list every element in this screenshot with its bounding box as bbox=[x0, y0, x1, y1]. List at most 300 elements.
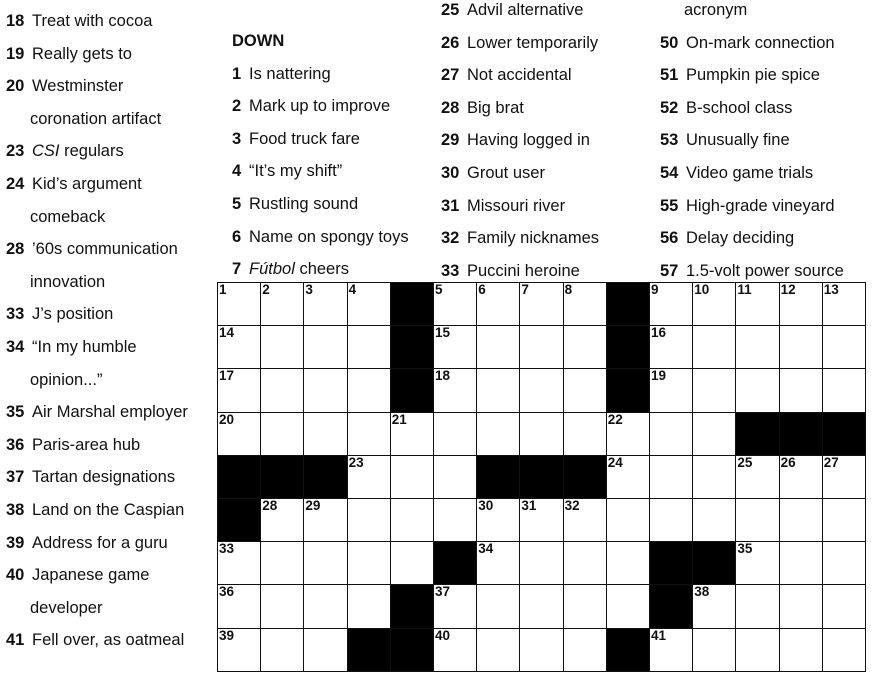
grid-cell[interactable] bbox=[692, 498, 737, 543]
down-clues-column-3 bbox=[660, 0, 844, 287]
clue-number: 33 bbox=[441, 261, 460, 280]
clue-text: Puccini heroine bbox=[467, 261, 580, 280]
grid-cell[interactable] bbox=[606, 455, 651, 500]
clue-number: 2 bbox=[232, 97, 242, 116]
clue-text: Address for a guru bbox=[32, 533, 168, 552]
clue-number: 57 bbox=[660, 261, 679, 280]
clue-item bbox=[660, 92, 844, 125]
clue-text: “It’s my shift” bbox=[249, 162, 343, 181]
black-square bbox=[303, 455, 348, 500]
grid-cell[interactable] bbox=[260, 584, 305, 629]
clue-number: 51 bbox=[660, 66, 679, 85]
grid-cell[interactable] bbox=[779, 325, 824, 370]
black-square bbox=[217, 455, 262, 500]
clue-item bbox=[6, 396, 188, 429]
grid-cell[interactable] bbox=[606, 541, 651, 586]
grid-cell[interactable] bbox=[692, 455, 737, 500]
black-square bbox=[390, 628, 435, 673]
grid-cell[interactable] bbox=[390, 412, 435, 457]
grid-cell[interactable] bbox=[735, 325, 780, 370]
grid-cell[interactable] bbox=[692, 628, 737, 673]
black-square bbox=[563, 455, 608, 500]
clue-number: 20 bbox=[6, 77, 25, 96]
black-square bbox=[390, 325, 435, 370]
grid-cell[interactable] bbox=[779, 541, 824, 586]
cell-number: 15 bbox=[435, 325, 451, 341]
clue-item bbox=[6, 559, 188, 592]
black-square bbox=[692, 541, 737, 586]
clue-text: Video game trials bbox=[686, 163, 814, 182]
clue-number: 33 bbox=[6, 305, 25, 324]
clue-text: Really gets to bbox=[32, 44, 132, 63]
grid-cell[interactable] bbox=[692, 325, 737, 370]
grid-cell[interactable] bbox=[822, 455, 867, 500]
grid-cell[interactable] bbox=[822, 498, 867, 543]
grid-cell[interactable] bbox=[649, 455, 694, 500]
grid-cell[interactable] bbox=[217, 541, 262, 586]
clue-item bbox=[6, 494, 188, 527]
grid-cell[interactable] bbox=[433, 628, 478, 673]
cell-number: 6 bbox=[478, 282, 486, 297]
cell-number: 21 bbox=[391, 411, 407, 427]
down-clues-column-2 bbox=[441, 0, 599, 287]
clue-text: Air Marshal employer bbox=[32, 403, 188, 422]
clue-number: 50 bbox=[660, 33, 679, 52]
clue-number: 28 bbox=[6, 240, 25, 259]
grid-cell[interactable] bbox=[347, 455, 392, 500]
grid-cell[interactable] bbox=[692, 584, 737, 629]
clue-text: coronation artifact bbox=[30, 109, 162, 128]
clue-italic-text: Fútbol bbox=[249, 260, 295, 279]
clue-number: 55 bbox=[660, 196, 679, 215]
clue-text: Treat with cocoa bbox=[32, 12, 153, 30]
grid-cell[interactable] bbox=[519, 282, 564, 327]
clue-text: On-mark connection bbox=[686, 33, 835, 52]
clue-number: 39 bbox=[6, 533, 25, 552]
black-square bbox=[347, 628, 392, 673]
clue-text: Rustling sound bbox=[249, 194, 359, 213]
cell-number: 20 bbox=[219, 411, 235, 427]
cell-number: 8 bbox=[564, 282, 573, 297]
clue-item bbox=[6, 298, 188, 331]
black-square bbox=[606, 628, 651, 673]
clue-number: 3 bbox=[232, 129, 242, 148]
clue-number: 25 bbox=[441, 1, 460, 19]
clue-item bbox=[660, 27, 844, 60]
clue-item bbox=[6, 233, 188, 266]
black-square bbox=[433, 541, 478, 586]
grid-cell[interactable] bbox=[217, 368, 262, 413]
grid-cell[interactable] bbox=[476, 541, 521, 586]
grid-cell[interactable] bbox=[390, 498, 435, 543]
grid-cell[interactable] bbox=[476, 628, 521, 673]
grid-cell[interactable] bbox=[476, 282, 521, 327]
clue-item bbox=[232, 58, 409, 91]
grid-cell[interactable] bbox=[433, 455, 478, 500]
clue-item bbox=[660, 59, 844, 92]
grid-cell[interactable] bbox=[649, 412, 694, 457]
clue-item bbox=[232, 155, 409, 188]
grid-cell[interactable] bbox=[303, 584, 348, 629]
cell-number: 40 bbox=[435, 627, 451, 643]
clue-text: “In my humble bbox=[32, 337, 137, 356]
grid-cell[interactable] bbox=[433, 412, 478, 457]
grid-cell[interactable] bbox=[779, 628, 824, 673]
clue-item bbox=[232, 188, 409, 221]
clue-item bbox=[6, 5, 188, 38]
grid-cell[interactable] bbox=[519, 325, 564, 370]
clue-text: Name on spongy toys bbox=[249, 227, 409, 246]
grid-cell[interactable] bbox=[563, 584, 608, 629]
cell-number: 28 bbox=[262, 498, 278, 513]
black-square bbox=[390, 584, 435, 629]
grid-cell[interactable] bbox=[822, 584, 867, 629]
cell-number: 10 bbox=[694, 282, 710, 297]
black-square bbox=[217, 498, 262, 543]
cell-number: 17 bbox=[219, 368, 235, 384]
clue-number: 27 bbox=[441, 66, 460, 85]
clue-number: 38 bbox=[6, 500, 25, 519]
cell-number: 18 bbox=[435, 368, 451, 384]
clue-number: 7 bbox=[232, 260, 242, 279]
clue-item bbox=[6, 364, 188, 397]
clue-text: Japanese game bbox=[32, 566, 150, 585]
clue-item bbox=[660, 190, 844, 223]
clue-number: 19 bbox=[6, 44, 25, 63]
down-clues-column-1 bbox=[232, 25, 409, 286]
clue-item bbox=[441, 190, 599, 223]
grid-cell[interactable] bbox=[303, 325, 348, 370]
clue-item bbox=[232, 221, 409, 254]
cell-number: 25 bbox=[737, 454, 753, 470]
clue-text: Is nattering bbox=[249, 64, 331, 83]
grid-cell[interactable] bbox=[390, 541, 435, 586]
grid-cell[interactable] bbox=[433, 498, 478, 543]
clue-text: Mark up to improve bbox=[249, 97, 391, 116]
cell-number: 35 bbox=[737, 541, 753, 557]
grid-cell[interactable] bbox=[303, 412, 348, 457]
clue-text: Unusually fine bbox=[686, 131, 790, 150]
clue-text: Fell over, as oatmeal bbox=[32, 631, 185, 650]
grid-cell[interactable] bbox=[217, 412, 262, 457]
cell-number: 36 bbox=[219, 584, 235, 600]
cell-number: 23 bbox=[348, 454, 364, 470]
grid-cell[interactable] bbox=[563, 498, 608, 543]
clue-number: 54 bbox=[660, 163, 679, 182]
grid-cell[interactable] bbox=[649, 282, 694, 327]
clue-item bbox=[6, 103, 188, 136]
grid-cell[interactable] bbox=[260, 541, 305, 586]
clue-number: 23 bbox=[6, 142, 25, 161]
clue-text: opinion...” bbox=[30, 370, 103, 389]
grid-cell[interactable] bbox=[303, 541, 348, 586]
grid-cell[interactable] bbox=[692, 368, 737, 413]
clue-item bbox=[660, 157, 844, 190]
clue-text: comeback bbox=[30, 207, 106, 226]
cell-number: 29 bbox=[305, 498, 321, 513]
grid-cell[interactable] bbox=[649, 498, 694, 543]
cell-number: 3 bbox=[305, 282, 313, 297]
clue-number: 24 bbox=[6, 174, 25, 193]
grid-cell[interactable] bbox=[476, 412, 521, 457]
grid-cell[interactable] bbox=[735, 584, 780, 629]
clue-item bbox=[441, 124, 599, 157]
grid-cell[interactable] bbox=[347, 541, 392, 586]
clue-text: ’60s communication bbox=[32, 240, 178, 259]
black-square bbox=[606, 325, 651, 370]
cell-number: 33 bbox=[219, 541, 235, 557]
clue-item bbox=[6, 201, 188, 234]
cell-number: 37 bbox=[435, 584, 451, 600]
clue-item bbox=[660, 222, 844, 255]
clue-item bbox=[6, 624, 188, 657]
clue-item bbox=[6, 592, 188, 625]
grid-cell[interactable] bbox=[217, 628, 262, 673]
clue-number: 56 bbox=[660, 229, 679, 248]
cell-number: 19 bbox=[651, 368, 667, 384]
grid-cell[interactable] bbox=[735, 455, 780, 500]
clue-text: Not accidental bbox=[467, 66, 572, 85]
black-square bbox=[606, 282, 651, 327]
clue-italic-text: CSI bbox=[32, 142, 60, 161]
black-square bbox=[606, 368, 651, 413]
cell-number: 14 bbox=[219, 325, 235, 341]
grid-cell[interactable] bbox=[822, 282, 867, 327]
black-square bbox=[779, 412, 824, 457]
grid-cell[interactable] bbox=[347, 368, 392, 413]
grid-cell[interactable] bbox=[606, 412, 651, 457]
clue-text: acronym bbox=[684, 1, 748, 19]
clue-item bbox=[232, 123, 409, 156]
clue-number: 35 bbox=[6, 403, 25, 422]
grid-cell[interactable] bbox=[260, 412, 305, 457]
clue-number: 34 bbox=[6, 337, 25, 356]
clue-text: Grout user bbox=[467, 163, 545, 182]
grid-cell[interactable] bbox=[606, 498, 651, 543]
grid-cell[interactable] bbox=[217, 325, 262, 370]
cell-number: 31 bbox=[521, 498, 537, 513]
clue-number: 1 bbox=[232, 64, 242, 83]
grid-cell[interactable] bbox=[822, 628, 867, 673]
grid-cell[interactable] bbox=[779, 584, 824, 629]
grid-cell[interactable] bbox=[433, 282, 478, 327]
clue-text: B-school class bbox=[686, 98, 793, 117]
grid-cell[interactable] bbox=[822, 368, 867, 413]
grid-cell[interactable] bbox=[822, 325, 867, 370]
clue-number: 36 bbox=[6, 435, 25, 454]
clue-item bbox=[660, 0, 844, 27]
grid-cell[interactable] bbox=[779, 368, 824, 413]
grid-cell[interactable] bbox=[735, 628, 780, 673]
cell-number: 4 bbox=[348, 282, 357, 297]
grid-cell[interactable] bbox=[563, 541, 608, 586]
clue-number: 32 bbox=[441, 229, 460, 248]
clue-number: 29 bbox=[441, 131, 460, 150]
clue-number: 26 bbox=[441, 33, 460, 52]
grid-cell[interactable] bbox=[347, 325, 392, 370]
grid-cell[interactable] bbox=[260, 498, 305, 543]
grid-cell[interactable] bbox=[649, 368, 694, 413]
grid-cell[interactable] bbox=[303, 628, 348, 673]
grid-cell[interactable] bbox=[217, 584, 262, 629]
grid-cell[interactable] bbox=[433, 368, 478, 413]
grid-cell[interactable] bbox=[563, 628, 608, 673]
grid-cell[interactable] bbox=[347, 498, 392, 543]
cell-number: 16 bbox=[651, 325, 667, 341]
clue-item bbox=[6, 135, 188, 168]
grid-cell[interactable] bbox=[519, 541, 564, 586]
clue-text: Paris-area hub bbox=[32, 435, 141, 454]
grid-cell[interactable] bbox=[303, 368, 348, 413]
clue-item bbox=[441, 157, 599, 190]
cell-number: 39 bbox=[219, 627, 235, 643]
clue-item bbox=[6, 429, 188, 462]
clue-number: 31 bbox=[441, 196, 460, 215]
grid-cell[interactable] bbox=[519, 412, 564, 457]
grid-cell[interactable] bbox=[260, 628, 305, 673]
cell-number: 12 bbox=[780, 282, 796, 297]
clue-text: J’s position bbox=[32, 305, 114, 324]
grid-cell[interactable] bbox=[519, 628, 564, 673]
grid-cell[interactable] bbox=[606, 584, 651, 629]
clue-text: Pumpkin pie spice bbox=[686, 66, 820, 85]
clue-item bbox=[6, 266, 188, 299]
black-square bbox=[735, 412, 780, 457]
grid-cell[interactable] bbox=[476, 368, 521, 413]
grid-cell[interactable] bbox=[476, 325, 521, 370]
grid-cell[interactable] bbox=[433, 584, 478, 629]
grid-cell[interactable] bbox=[692, 412, 737, 457]
grid-cell[interactable] bbox=[563, 412, 608, 457]
cell-number: 13 bbox=[823, 282, 839, 297]
grid-cell[interactable] bbox=[303, 282, 348, 327]
clue-number: 5 bbox=[232, 194, 242, 213]
grid-cell[interactable] bbox=[390, 455, 435, 500]
clue-item bbox=[660, 124, 844, 157]
grid-cell[interactable] bbox=[347, 282, 392, 327]
grid-cell[interactable] bbox=[779, 498, 824, 543]
cell-number: 22 bbox=[607, 411, 623, 427]
clue-text: High-grade vineyard bbox=[686, 196, 835, 215]
clue-text: Food truck fare bbox=[249, 129, 360, 148]
clue-number: 28 bbox=[441, 98, 460, 117]
grid-cell[interactable] bbox=[563, 282, 608, 327]
grid-cell[interactable] bbox=[649, 628, 694, 673]
grid-cell[interactable] bbox=[519, 498, 564, 543]
clue-item bbox=[441, 222, 599, 255]
cell-number: 2 bbox=[262, 282, 270, 297]
cell-number: 30 bbox=[478, 498, 494, 513]
cell-number: 26 bbox=[780, 454, 796, 470]
black-square bbox=[519, 455, 564, 500]
grid-cell[interactable] bbox=[779, 282, 824, 327]
clue-number: 41 bbox=[6, 631, 25, 650]
clue-item bbox=[6, 70, 188, 103]
clue-text: Big brat bbox=[467, 98, 524, 117]
cell-number: 38 bbox=[694, 584, 710, 600]
clue-text: Delay deciding bbox=[686, 229, 795, 248]
cell-number: 32 bbox=[564, 498, 580, 513]
clue-text: cheers bbox=[294, 260, 349, 279]
clue-item bbox=[441, 59, 599, 92]
cell-number: 24 bbox=[607, 454, 623, 470]
clue-item bbox=[6, 527, 188, 560]
clue-text: regulars bbox=[59, 142, 124, 161]
clue-text: Westminster bbox=[32, 77, 124, 96]
grid-cell[interactable] bbox=[347, 584, 392, 629]
grid-cell[interactable] bbox=[260, 368, 305, 413]
black-square bbox=[649, 584, 694, 629]
down-heading: DOWN bbox=[232, 32, 285, 50]
grid-cell[interactable] bbox=[735, 541, 780, 586]
clue-item bbox=[232, 253, 409, 286]
clue-text: Advil alternative bbox=[467, 1, 584, 19]
cell-number: 27 bbox=[823, 454, 839, 470]
grid-cell[interactable] bbox=[692, 282, 737, 327]
grid-cell[interactable] bbox=[519, 584, 564, 629]
grid-cell[interactable] bbox=[735, 498, 780, 543]
grid-cell[interactable] bbox=[217, 282, 262, 327]
grid-cell[interactable] bbox=[476, 584, 521, 629]
clue-number: 40 bbox=[6, 566, 25, 585]
grid-cell[interactable] bbox=[563, 325, 608, 370]
grid-cell[interactable] bbox=[433, 325, 478, 370]
clue-number: 37 bbox=[6, 468, 25, 487]
clue-item bbox=[232, 90, 409, 123]
clue-text: Kid’s argument bbox=[32, 174, 142, 193]
clue-item bbox=[6, 38, 188, 71]
grid-cell[interactable] bbox=[649, 325, 694, 370]
clue-item bbox=[441, 92, 599, 125]
grid-cell[interactable] bbox=[519, 368, 564, 413]
crossword-grid bbox=[217, 282, 865, 682]
clue-text: developer bbox=[30, 598, 103, 617]
black-square bbox=[822, 412, 867, 457]
grid-cell[interactable] bbox=[476, 498, 521, 543]
black-square bbox=[649, 541, 694, 586]
across-clues-column bbox=[6, 5, 188, 657]
grid-cell[interactable] bbox=[303, 498, 348, 543]
grid-cell[interactable] bbox=[735, 282, 780, 327]
grid-cell[interactable] bbox=[822, 541, 867, 586]
clue-item bbox=[441, 27, 599, 60]
clue-text: Tartan designations bbox=[32, 468, 176, 487]
black-square bbox=[390, 368, 435, 413]
cell-number: 41 bbox=[651, 627, 667, 643]
grid-cell[interactable] bbox=[735, 368, 780, 413]
clue-number: 52 bbox=[660, 98, 679, 117]
clue-text: Lower temporarily bbox=[467, 33, 599, 52]
grid-cell[interactable] bbox=[563, 368, 608, 413]
black-square bbox=[390, 282, 435, 327]
grid-cell[interactable] bbox=[260, 325, 305, 370]
grid-cell[interactable] bbox=[260, 282, 305, 327]
grid-cell[interactable] bbox=[347, 412, 392, 457]
black-square bbox=[260, 455, 305, 500]
clue-number: 30 bbox=[441, 163, 460, 182]
cell-number: 9 bbox=[651, 282, 659, 297]
clue-text: Land on the Caspian bbox=[32, 500, 185, 519]
clue-text: 1.5-volt power source bbox=[686, 261, 844, 280]
cell-number: 7 bbox=[521, 282, 529, 297]
grid-cell[interactable] bbox=[779, 455, 824, 500]
clue-text: innovation bbox=[30, 272, 106, 291]
clue-item bbox=[6, 461, 188, 494]
clue-text: Missouri river bbox=[467, 196, 566, 215]
clue-item bbox=[441, 0, 599, 27]
cell-number: 11 bbox=[737, 282, 752, 297]
clue-text: Family nicknames bbox=[467, 229, 600, 248]
